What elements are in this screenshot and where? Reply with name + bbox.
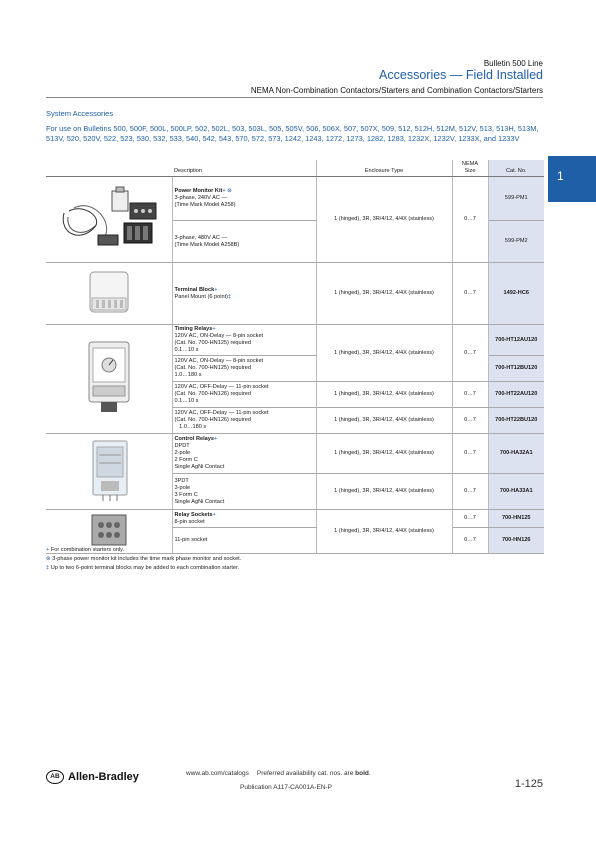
- control-relay-desc-1: [172, 434, 316, 474]
- desc-line: 120V AC, OFF-Delay — 11-pin socket: [174, 384, 269, 390]
- relay-sockets-mark: +: [212, 511, 216, 518]
- desc-line: (Cat. No. 700-HN125) required: [174, 340, 251, 346]
- relay-socket-illustration: [84, 511, 134, 549]
- cat-no-cell[interactable]: 700-HN125: [488, 510, 544, 528]
- control-relay-image: [46, 434, 172, 510]
- preferred-note-end: .: [368, 770, 371, 777]
- nema-size-cell: 0…7: [452, 434, 488, 474]
- allen-bradley-logo: [46, 770, 139, 784]
- relay-socket-desc-1: [172, 510, 316, 528]
- header-enclosure: Enclosure Type: [316, 160, 452, 177]
- power-monitor-kit-image: [46, 177, 172, 263]
- cat-no-cell[interactable]: 599-PM2: [488, 221, 544, 263]
- cat-no-cell[interactable]: 700-HN126: [488, 528, 544, 554]
- nema-size-cell: 0…7: [452, 382, 488, 408]
- footnote-text: For combination starters only.: [50, 547, 125, 553]
- relay-sockets-title: Relay Sockets: [174, 511, 213, 518]
- enclosure-cell: 1 (hinged), 3R, 3R/4/12, 4/4X (stainless): [316, 177, 452, 263]
- footnote-mark: +: [46, 547, 50, 553]
- nema-size-cell: 0…7: [452, 177, 488, 263]
- footnote: [46, 546, 241, 555]
- compatibility-text: For use on Bulletins 500, 500F, 500L, 500LP, 502, 502L, 503, 503L, 505, 505V, 506, 506X, 507, 507X, 509, 512, 512H, 512M, 512V, 513, 513H, 513M, 513V, 520, 520V, 522, 523, 530, 532, 533, 540, 542, 543, 570, 572, 573, 1242, 1243, 1272, 1273, 1282, 1283, 1232X, 1232V, 1233X, and 1233V: [46, 124, 539, 143]
- brand-name: Allen-Bradley: [68, 771, 139, 783]
- desc-line: (Cat. No. 700-HN126) required: [174, 417, 251, 423]
- nema-size-cell: 0…7: [452, 325, 488, 382]
- section-heading: System Accessories: [46, 109, 114, 118]
- timing-relay-desc-3: [172, 382, 316, 408]
- table-header-row: [46, 160, 544, 177]
- section-tab-number: 1: [557, 169, 564, 183]
- desc-line: 3PDT: [174, 477, 189, 484]
- terminal-block-image: [46, 263, 172, 325]
- footnotes: [46, 546, 241, 573]
- power-monitor-desc-1: [172, 177, 316, 221]
- terminal-block-title: Terminal Block: [174, 286, 215, 293]
- timing-relay-illustration: [79, 338, 139, 418]
- section-tab: [548, 156, 596, 202]
- enclosure-cell: 1 (hinged), 3R, 3R/4/12, 4/4X (stainless): [316, 510, 452, 554]
- table-row: [46, 325, 544, 356]
- publication-number: Publication A117-CA001A-EN-P: [240, 784, 333, 791]
- timing-relay-desc-2: [172, 356, 316, 382]
- terminal-block-mark: +: [214, 286, 218, 293]
- page-subtitle: NEMA Non-Combination Contactors/Starters and Combination Contactors/Starters: [250, 86, 543, 95]
- nema-size-cell: 0…7: [452, 474, 488, 510]
- footnote: [46, 564, 241, 573]
- header-nema-size: NEMA Size: [452, 160, 488, 177]
- cat-no-cell[interactable]: 700-HA33A1: [488, 474, 544, 510]
- cat-no-cell[interactable]: 700-HT22BU120: [488, 408, 544, 434]
- nema-size-cell: 0…7: [452, 528, 488, 554]
- desc-line: 0.1…10 s: [174, 398, 199, 404]
- desc-line: 3 Form C: [174, 491, 198, 498]
- desc-line: 2 Form C: [174, 457, 198, 464]
- enclosure-cell: 1 (hinged), 3R, 3R/4/12, 4/4X (stainless): [316, 408, 452, 434]
- control-relay-desc-2: [172, 474, 316, 510]
- desc-line: (Time Mark Model A258): [174, 202, 236, 208]
- desc-line: 11-pin socket: [174, 537, 208, 543]
- power-monitor-desc-2: [172, 221, 316, 263]
- table-row: [46, 510, 544, 528]
- catalog-url-link[interactable]: www.ab.com/catalogs: [186, 770, 249, 777]
- control-relay-illustration: [79, 435, 139, 505]
- desc-line: (Cat. No. 700-HN126) required: [174, 391, 251, 397]
- desc-line: Panel Mount (6 point): [174, 293, 228, 300]
- preferred-note-bold: bold: [355, 770, 369, 777]
- power-monitor-marks: + ⊗: [222, 188, 232, 194]
- power-monitor-title: Power Monitor Kit: [174, 188, 223, 194]
- cat-no-cell[interactable]: 599-PM1: [488, 177, 544, 221]
- timing-relay-desc-4: [172, 408, 316, 434]
- terminal-block-line-mark: ‡: [227, 293, 232, 300]
- header-cat-no: Cat. No.: [488, 160, 544, 177]
- footnote-text: 3-phase power monitor kit includes the time mark phase monitor and socket.: [52, 556, 242, 562]
- ab-logo-icon: AB: [46, 770, 64, 784]
- desc-line: 120V AC, ON-Delay — 8-pin socket: [174, 333, 264, 339]
- timing-relays-mark: +: [212, 326, 216, 332]
- cat-no-cell[interactable]: 700-HT22AU120: [488, 382, 544, 408]
- terminal-block-illustration: [74, 266, 144, 318]
- footnote: [46, 555, 241, 564]
- header-image-spacer: [46, 160, 172, 177]
- desc-line: 0.1…10 s: [174, 347, 199, 353]
- enclosure-cell: 1 (hinged), 3R, 3R/4/12, 4/4X (stainless): [316, 382, 452, 408]
- desc-line: 3-pole: [174, 484, 191, 491]
- power-monitor-kit-illustration: [54, 183, 164, 253]
- page-title: Accessories — Field Installed: [379, 68, 543, 82]
- enclosure-cell: 1 (hinged), 3R, 3R/4/12, 4/4X (stainless): [316, 325, 452, 382]
- header-divider: [46, 97, 543, 98]
- cat-no-cell[interactable]: 700-HT12AU120: [488, 325, 544, 356]
- desc-line: 1.0…180 s: [174, 372, 202, 378]
- bulletin-line: Bulletin 500 Line: [483, 59, 543, 68]
- table-row: [46, 263, 544, 325]
- desc-line: Single AgNi Contact: [174, 464, 225, 471]
- desc-line: (Time Mark Model A258B): [174, 241, 240, 248]
- enclosure-cell: 1 (hinged), 3R, 3R/4/12, 4/4X (stainless): [316, 263, 452, 325]
- footnote-mark: ⊗: [46, 556, 51, 562]
- desc-line: 120V AC, OFF-Delay — 11-pin socket: [174, 410, 269, 416]
- desc-line: 3-phase, 240V AC —: [174, 195, 228, 201]
- table-row: [46, 177, 544, 221]
- cat-no-cell[interactable]: 700-HA32A1: [488, 434, 544, 474]
- preferred-note: Preferred availability cat. nos. are: [256, 770, 354, 777]
- footnote-mark: ‡: [46, 565, 50, 571]
- desc-line: 2-pole: [174, 450, 191, 457]
- header-description: Description: [172, 160, 316, 177]
- control-relays-mark: +: [213, 436, 218, 443]
- desc-line: 8-pin socket: [174, 518, 205, 525]
- nema-size-cell: 0…7: [452, 408, 488, 434]
- cat-no-cell[interactable]: 1492-HC6: [488, 263, 544, 325]
- desc-line: Single AgNi Contact: [174, 498, 225, 505]
- nema-size-cell: 0…7: [452, 263, 488, 325]
- desc-line: (Cat. No. 700-HN125) required: [174, 365, 251, 371]
- timing-relay-image: [46, 325, 172, 434]
- footer-links: [186, 770, 371, 777]
- timing-relays-title: Timing Relays: [174, 326, 213, 332]
- desc-line: 1.0…180 s: [174, 424, 207, 430]
- timing-relay-desc-1: [172, 325, 316, 356]
- page-number: 1-125: [514, 778, 543, 790]
- terminal-block-desc: [172, 263, 316, 325]
- control-relays-title: Control Relays: [174, 436, 214, 443]
- nema-size-cell: 0…7: [452, 510, 488, 528]
- footnote-text: Up to two 6-point terminal blocks may be added to each combination starter.: [50, 565, 240, 571]
- enclosure-cell: 1 (hinged), 3R, 3R/4/12, 4/4X (stainless): [316, 474, 452, 510]
- accessories-table: [46, 160, 544, 554]
- cat-no-cell[interactable]: 700-HT12BU120: [488, 356, 544, 382]
- enclosure-cell: 1 (hinged), 3R, 3R/4/12, 4/4X (stainless): [316, 434, 452, 474]
- desc-line: 3-phase, 480V AC —: [174, 234, 228, 241]
- desc-line: 120V AC, ON-Delay — 8-pin socket: [174, 358, 264, 364]
- table-row: [46, 434, 544, 474]
- desc-line: DPDT: [174, 443, 190, 450]
